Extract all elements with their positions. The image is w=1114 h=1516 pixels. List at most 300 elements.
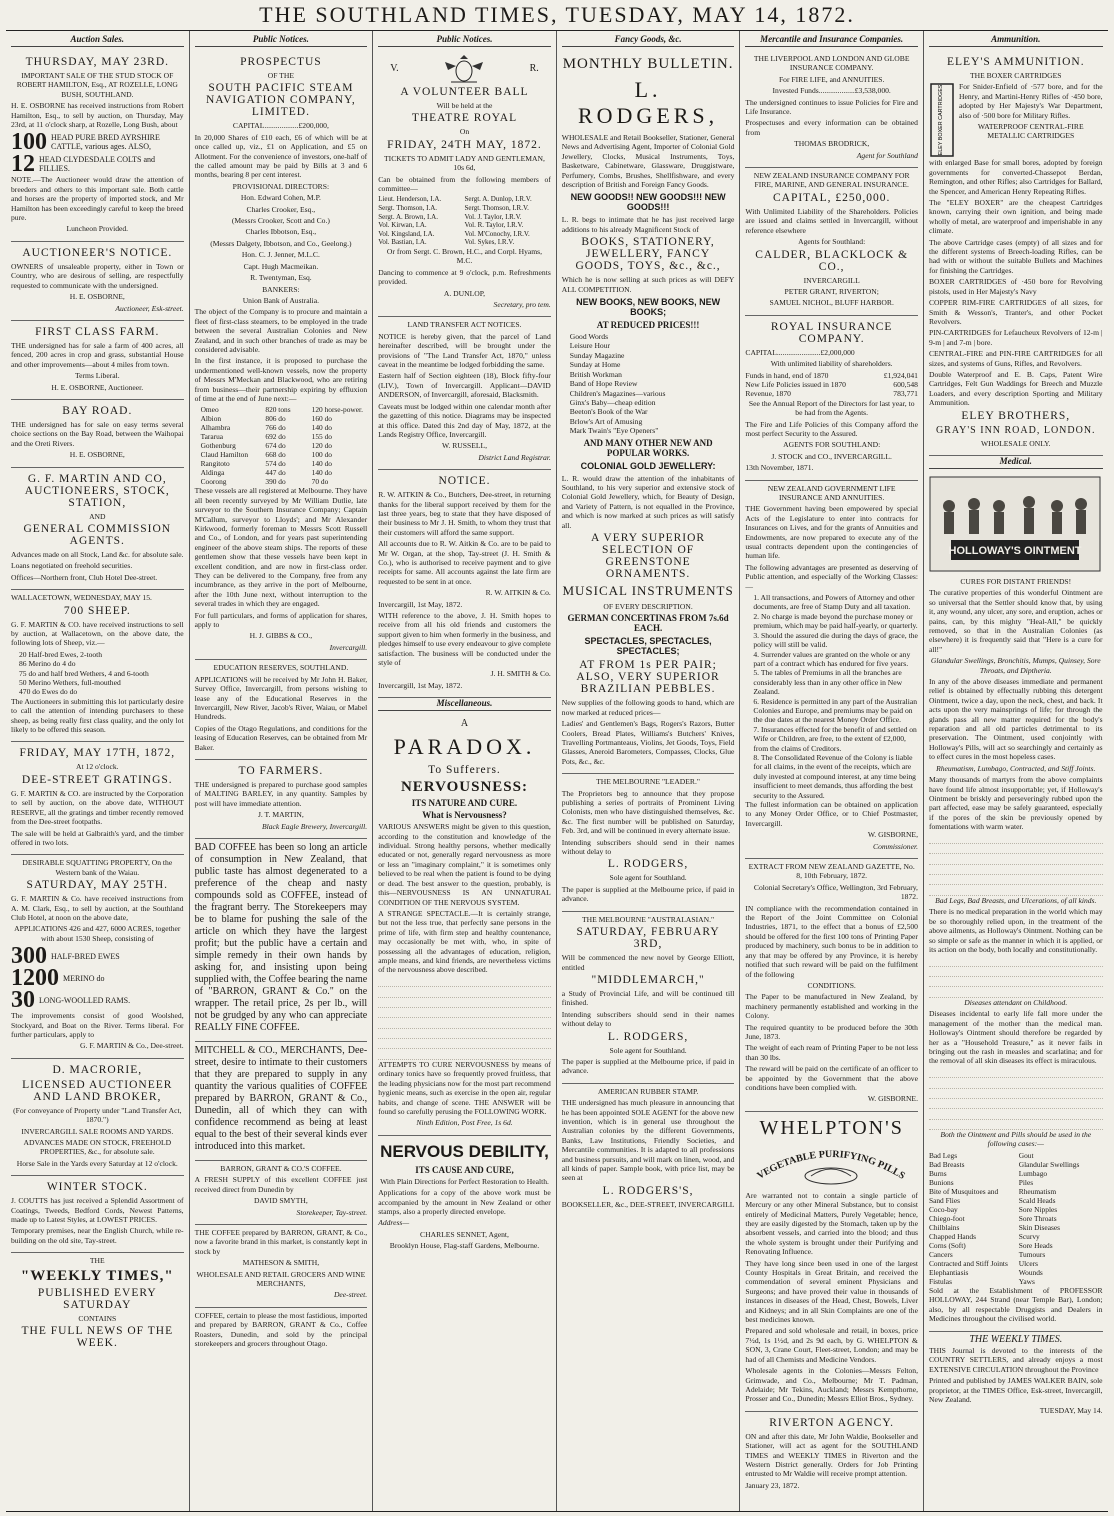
ad-body: The Proprietors beg to announce that they propose publishing a series of portraits of Prominent Living Colonists, men who have distinguished themselves, &c. &c. The first number will be published on Saturday, Feb. 3rd, and will be continued in every alternate issue. bbox=[561, 788, 735, 836]
section-head-public-notices-2: Public Notices. bbox=[378, 34, 551, 47]
ad-body-5: BOXER CARTRIDGES of ·450 bore for Revolving pistols, used in Her Majesty's Navy bbox=[928, 277, 1103, 296]
ad-bad-coffee bbox=[195, 839, 368, 1042]
ad-colonial-gold-body: L. R. would draw the attention of the inhabitants of Southland, to his very superior and extensive stock of Colonial Gold Jewellery, which, for Beauty of Design, and Variety of Pattern, is not equalled in the Province, and which is now marked at such prices as will satisfy all. bbox=[561, 473, 735, 530]
ad-tickets: TICKETS TO ADMIT LADY AND GENTLEMAN, 10s 6d, bbox=[384, 153, 545, 173]
fleet-cell: 120 do bbox=[311, 441, 332, 451]
holloway-illustration-icon bbox=[929, 476, 1101, 572]
ad-body: The undersigned continues to issue Policies for Fire and Life Insurance. bbox=[745, 97, 918, 117]
ad-body: A FRESH SUPPLY of this excellent COFFEE just received direct from Dunedin by bbox=[194, 1175, 368, 1194]
fleet-row bbox=[195, 432, 368, 441]
ad-capital: CAPITAL, £250,000. bbox=[772, 191, 891, 204]
lot-desc: HEAD CLYDESDALE COLTS and FILLIES. bbox=[39, 155, 156, 174]
ad-body-3: The "ELEY BOXER" are the cheapest Cartridges known, carrying their own ignition, and being made wholly of metal, are waterproof and imperishable in any climate. bbox=[928, 198, 1103, 236]
ad-heading-3: Bad Legs, Bad Breasts, and Ulcerations, of all kinds. bbox=[935, 895, 1097, 905]
book-item: Sunday at Home bbox=[569, 360, 621, 370]
ad-title: NEW ZEALAND GOVERNMENT LIFE INSURANCE AND ANNUITIES. bbox=[767, 483, 896, 502]
ad-title: THE LIVERPOOL AND LONDON AND GLOBE INSURANCE COMPANY. bbox=[753, 54, 910, 73]
ad-royal-insurance bbox=[745, 316, 918, 481]
ad-body: WHOLESALE and Retail Bookseller, Stationer, General News and Advertising Agent, Importer of Colonial Gold Jewellery, Clocks, Musical Instruments, Toys, Basketware, Cabinetware, Glassware, Druggistware, Perfumery, Combs, Brushes, Shellfishware, and every description of British and Foreign Fancy Goods. bbox=[561, 133, 735, 190]
committee-member: Lieut. Henderson, I.A. bbox=[378, 195, 442, 204]
fleet-cell: 160 do bbox=[311, 414, 332, 424]
ad-body-4: The weight of each ream of Printing Paper to be not less than 30 lbs. bbox=[745, 1043, 918, 1062]
director: Hon. Edward Cohen, M.P. bbox=[240, 193, 321, 203]
fleet-cell: 120 horse-power. bbox=[311, 405, 363, 415]
ad-venue: THEATRE ROYAL bbox=[411, 112, 518, 125]
committee-row bbox=[378, 195, 551, 204]
ad-body: R. W. AITKIN & Co., Butchers, Dee-street, in returning thanks for the liberal support received by them for the last three years, beg to state that they have disposed of their business to Mr J. H. Smith, to whom they trust that their customers will afford the same support. bbox=[378, 490, 551, 537]
ad-macrorie bbox=[11, 1059, 184, 1176]
ad-company: SOUTH PACIFIC STEAM NAVIGATION COMPANY, LIMITED. bbox=[205, 82, 356, 119]
ad-of: OF THE bbox=[267, 71, 294, 80]
fleet-cell: 806 do bbox=[265, 414, 286, 424]
fleet-cell: 674 do bbox=[265, 441, 286, 451]
section-head-public-notices: Public Notices. bbox=[195, 34, 368, 47]
ad-capital: CAPITAL..................£200,000, bbox=[232, 121, 329, 131]
ad-body: THE undersigned has much pleasure in announcing that he has been appointed SOLE AGENT for the above new invention, which is in general use throughout the Australian colonies by the different Governments, Banks, Law Institutions, Friendly Societies, and Mercantile communities. It is adapted to all professions and business pursuits, and will mark on linen, wood, and all kinds of paper. Sample book, with price list, may be seen at bbox=[561, 1098, 735, 1183]
ad-waterproof: WATERPROOF CENTRAL-FIRE METALLIC CARTRIDGES bbox=[977, 122, 1084, 141]
director: Hon. C. J. Jenner, M.L.C. bbox=[241, 250, 320, 260]
fleet-cell: 820 tons bbox=[265, 405, 291, 415]
ad-new-goods-body-2: Which he is now selling at such prices as will DEFY ALL COMPETITION. bbox=[561, 275, 735, 294]
ad-signature-sub: Invercargill. bbox=[329, 642, 368, 652]
ad-body: MITCHELL & CO., MERCHANTS, Dee-street, desire to intimate to their customers that they are prepared to supply in any quantity the various qualities of COFFEE prepared by BARRON, GRANT & Co., Dunedin, all of which they can with confidence recommend as being at least equal to the best of their several kinds ever introduced into this market. bbox=[194, 1044, 368, 1152]
section-head-insurance: Mercantile and Insurance Companies. bbox=[745, 34, 918, 47]
ad-body-2: Copies of the Otago Regulations, and conditions for the leasing of Education Reserves, can be obtained from Mr Baker. bbox=[194, 723, 368, 752]
fleet-cell: Rangitoto bbox=[200, 459, 230, 469]
ad-title: WHELPTON'S bbox=[759, 1116, 904, 1139]
advantage-item: 1. All transactions, and Powers of Attorney and other documents, are free of Stamp Duty and all taxation. bbox=[753, 593, 915, 612]
committee-row bbox=[378, 213, 551, 222]
advantage-item: 3. Should the assured die during the days of grace, the policy will still be valid. bbox=[753, 630, 918, 650]
ad-heading-2: Rheumatism, Lumbago, Contracted, and Stiff Joints. bbox=[936, 763, 1096, 773]
ad-spectacles: SPECTACLES, SPECTACLES, SPECTACLES; bbox=[584, 636, 712, 657]
ad-body-6: COPPER RIM-FIRE CARTRIDGES of all sizes, for Smith & Wesson's, Tranter's, and other Pocket Revolvers. bbox=[928, 298, 1103, 326]
ad-title: "WEEKLY TIMES," bbox=[20, 1267, 174, 1284]
fleet-cell: 390 do bbox=[265, 477, 286, 487]
book-item: Children's Magazines—various bbox=[569, 388, 666, 398]
ad-supplies-list: Ladies' and Gentlemen's Bags, Rogers's Razors, Butter Coolers, Bread Plates, Williams's Butchers' Knives, Travelling Portmanteaus, Violins, Jet Goods, Toys, Field Glasses, Aneroid Barometers, Compasses, Clocks, Glue Pots, &c., &c. bbox=[561, 719, 735, 766]
ad-body-2: The Paper to be manufactured in New Zealand, by machinery permanently established and working in the Colony. bbox=[745, 992, 918, 1021]
ad-melbourne-australasian bbox=[562, 912, 735, 1084]
ad-body-2: A STRANGE SPECTACLE.—It is certainly strange, but not the less true, that perfectly sane persons in the prime of life, with firm step and healthy countenance, may occasionally be met with, who, in spite of possessing all the advantages of education, religion, ample means, and kind friends, are nevertheless victims of the nervousness above described. bbox=[378, 908, 551, 975]
ad-signature-4: SAMUEL NICHOL, BLUFF HARBOR. bbox=[769, 298, 894, 308]
ad-date: TUESDAY, May 14. bbox=[1039, 1406, 1103, 1416]
ad-bulletin: MONTHLY BULLETIN. bbox=[562, 56, 734, 72]
section-head-medical: Medical. bbox=[929, 456, 1103, 469]
ad-heading-1: Glandular Swellings, Bronchitis, Mumps, Quinsey, Sore Throats, and Diptheria. bbox=[930, 656, 1101, 675]
committee-member: Vol. Sykes, I.R.V. bbox=[464, 238, 515, 247]
ad-capital: CAPITAL.......................£2,000,000 bbox=[745, 347, 855, 357]
ad-title: NEW ZEALAND INSURANCE COMPANY FOR FIRE, MARINE, AND GENERAL INSURANCE. bbox=[753, 171, 910, 190]
committee-member: Sergt. Thomson, I.R.V. bbox=[464, 204, 529, 213]
ad-title: PROSPECTUS bbox=[240, 56, 322, 68]
list-item: 75 do and half bred Wethers, 4 and 6-tooth bbox=[19, 668, 149, 678]
ad-signature-sub: District Land Registrar. bbox=[478, 452, 551, 462]
case-item: Bite of Musquitoes and Sand Flies bbox=[928, 1186, 999, 1205]
ad-body-3: Prepared and sold wholesale and retail, in boxes, price 7½d, 1s 1½d, and 2s 9d each, by G. WHELPTON & SON, 3, Crane Court, Fleet-street, London; and may be had of all Chemists and Medicine Vendors. bbox=[745, 1326, 918, 1364]
committee-row bbox=[378, 238, 551, 247]
ad-signature: H. J. GIBBS & CO., bbox=[249, 631, 313, 641]
ad-body-9: Double Waterproof and E. B. Caps, Patent Wire Cartridges, Felt Gun Waddings for Breech and Muzzle Loaders, and every description Sporting and Military Ammunition. bbox=[928, 369, 1103, 408]
ad-time: At 12 o'clock. bbox=[76, 762, 119, 772]
ad-signature: L. RODGERS'S, bbox=[602, 1184, 694, 1197]
royal-crest-icon bbox=[441, 54, 487, 84]
fleet-row bbox=[195, 459, 368, 468]
ad-signature: H. E. OSBORNE, bbox=[69, 292, 125, 302]
ad-musical: MUSICAL INSTRUMENTS bbox=[562, 582, 734, 598]
ad-signature-3: Dee-street. bbox=[333, 1290, 368, 1300]
committee-member: Sergt. A. Brown, I.A. bbox=[378, 212, 438, 221]
ad-whelptons bbox=[745, 1112, 918, 1412]
ad-signature: W. GISBORNE. bbox=[867, 1094, 918, 1104]
committee-member: Vol. J. Taylor, I.R.V. bbox=[464, 212, 522, 221]
lot-row bbox=[11, 129, 184, 156]
ad-question: What is Nervousness? bbox=[422, 810, 507, 821]
cases-grid bbox=[929, 1151, 1103, 1286]
ad-paradox bbox=[378, 715, 551, 1135]
ad-dancing: Dancing to commence at 9 o'clock, p.m. Refreshments provided. bbox=[378, 267, 551, 287]
ad-heading-5: Both the Ointment and Pills should be used in the following cases:— bbox=[940, 1130, 1092, 1149]
ad-date: SATURDAY, FEBRUARY 3RD, bbox=[576, 926, 720, 951]
ad-body-3: The fullest information can be obtained on application to any Money Order Office, or to Chief Postmaster, Invercargill. bbox=[745, 800, 918, 828]
ad-body: See the Annual Report of the Directors for last year, to be had from the Agents. bbox=[748, 398, 915, 418]
ad-date: FRIDAY, MAY 17TH, 1872, bbox=[19, 747, 176, 760]
section-head-miscellaneous: Miscellaneous. bbox=[378, 698, 551, 711]
ad-obtained: Can be obtained from the following members of committee— bbox=[378, 174, 551, 194]
ad-body-2: Printed and published by JAMES WALKER BAIN, sole proprietor, at the TIMES Office, Esk-street, Invercargill, New Zealand. bbox=[928, 1376, 1103, 1404]
ad-signature-2: WHOLESALE AND RETAIL GROCERS AND WINE MERCHANTS, bbox=[196, 1269, 366, 1289]
ad-signature: G. F. MARTIN & Co., Dee-street. bbox=[80, 1041, 184, 1051]
column-3 bbox=[373, 31, 557, 1511]
ad-body: ON and after this date, Mr John Waldie, Bookseller and Stationer, will act as agent for the SOUTHLAND TIMES and WEEKLY TIMES in Riverton and the Western District generally. Orders for Job Printing entrusted to Mr Waldie will receive prompt attention. bbox=[745, 1431, 918, 1479]
ad-new-goods: NEW GOODS!! NEW GOODS!!! NEW GOODS!!! bbox=[570, 192, 726, 213]
ad-date: January 23, 1872. bbox=[745, 1480, 800, 1490]
ad-land-transfer bbox=[378, 317, 551, 470]
ad-body: J. COUTTS has just received a Splendid Assortment of Coatings, Tweeds, Bedford Cords, Newest Patterns, made up to Latest Styles, at LOWEST PRICES. bbox=[11, 1196, 184, 1225]
case-item: Sore Throats bbox=[1018, 1213, 1057, 1223]
ad-weekly-times bbox=[11, 1253, 184, 1357]
text-filler-lines bbox=[929, 834, 1103, 896]
fleet-cell: Omeo bbox=[200, 405, 219, 415]
book-item: Beeton's Book of the War bbox=[569, 407, 648, 417]
list-item: 86 Merino do 4 do bbox=[19, 659, 76, 669]
ad-and-many: AND MANY OTHER NEW AND POPULAR WORKS. bbox=[583, 437, 713, 458]
list-item: 50 Merino Wethers, full-mouthed bbox=[19, 678, 121, 688]
ad-body-2: Intending subscribers should send in their names without delay to bbox=[561, 837, 735, 857]
ad-body-4: The paper is supplied at the Melbourne price, if paid in advance. bbox=[561, 1056, 735, 1076]
ad-body: NOTICE is hereby given, that the parcel of Land hereinafter described, will be brought under the provisions of "The Land Transfer Act, 1870," unless caveat in the meantime be lodged forbidding the same. bbox=[378, 331, 551, 370]
ad-title: THE MELBOURNE "AUSTRALASIAN." bbox=[582, 914, 715, 924]
ad-body: G. F. MARTIN & CO. have received instructions to sell by auction, at Wallacetown, on the above date, the following lots of Sheep, viz.— bbox=[11, 619, 184, 648]
section-head-auction-sales: Auction Sales. bbox=[11, 34, 184, 47]
crest-letter-right: R. bbox=[529, 63, 539, 74]
fleet-cell: Gothenburg bbox=[200, 441, 236, 451]
ad-gf-martin bbox=[11, 468, 184, 591]
fleet-row bbox=[195, 477, 368, 486]
ad-title: ELEY'S AMMUNITION. bbox=[946, 56, 1085, 68]
ad-body: H. E. OSBORNE has received instructions from Robert Hamilton, Esq., to sell by auction, on Thursday, May 23rd, at 11 o'clock sharp, at Rozelle, Long Bush, about bbox=[11, 101, 184, 130]
ad-rooms: INVERCARGILL SALE ROOMS AND YARDS. bbox=[21, 1126, 174, 1136]
ad-govt-life bbox=[745, 481, 918, 859]
ad-body: VARIOUS ANSWERS might be given to this question, according to the constitution and knowledge of the individual. Strong healthy persons, whether medically educated or not, generally regard nervousness as more or less an "imaginary complaint," it is sometimes only believed to be real when the patient is found to be dying or dead. The best answer to the question, probably, is this—NERVOUSNESS IS AN UNNATURAL CONDITION OF THE NERVOUS SYSTEM. bbox=[378, 822, 551, 907]
crest-letter-left: V. bbox=[390, 63, 399, 74]
ad-colonial-gold: COLONIAL GOLD JEWELLERY: bbox=[580, 460, 716, 471]
ad-body: Applications for a copy of the above work must be accompanied by the amount in New Zealand or other stamps, also a properly directed envelope. bbox=[378, 1188, 551, 1216]
ad-cures: CURES FOR DISTANT FRIENDS! bbox=[960, 576, 1072, 586]
committee-member: Vol. Bastian, I.A. bbox=[378, 238, 427, 247]
ad-mitchell bbox=[195, 1042, 368, 1161]
ad-signature: MATHESON & SMITH, bbox=[242, 1258, 320, 1268]
lot-desc: HEAD PURE BRED AYRSHIRE CATTLE, various ages. ALSO, bbox=[51, 133, 160, 152]
ad-new-goods-body: L. R. begs to intimate that he has just received large additions to his already Magnificent Stock of bbox=[561, 215, 735, 234]
ad-agents: Agents for Southland: bbox=[798, 237, 866, 247]
ad-body: THE undersigned has for sale a farm of 400 acres, all fenced, 200 acres in crop and grass, substantial House and other improvements—about 4 miles from town. bbox=[11, 340, 184, 369]
ad-signature: ELEY BROTHERS, bbox=[961, 409, 1071, 422]
lot-row bbox=[11, 965, 184, 992]
ad-title: DESIRABLE SQUATTING PROPERTY, On the Western bank of the Waiau. bbox=[22, 858, 173, 877]
ad-musical-sub: OF EVERY DESCRIPTION. bbox=[603, 601, 693, 611]
case-item: Cancers bbox=[928, 1249, 953, 1259]
ad-body: Advances made on all Stock, Land &c. for absolute sale. bbox=[11, 549, 184, 559]
ad-note: The sale will be held at Galbraith's yard, and the timber offered in two lots. bbox=[11, 828, 184, 847]
ad-first-class-farm bbox=[11, 321, 184, 400]
ad-body-5: The reward will be paid on the certificate of an officer to be appointed by the Government that the above conditions have been complied with. bbox=[745, 1064, 918, 1092]
ad-date: FRIDAY, 24TH MAY, 1872. bbox=[387, 138, 542, 151]
fleet-cell: 140 do bbox=[311, 468, 332, 478]
ad-melbourne-leader bbox=[562, 774, 735, 911]
ad-body-2: In any of the above diseases immediate and permanent relief is obtained by effectually rubbing this detergent Ointment, twice a day, upon the neck, chest, and back. It acts upon the very mainsprings of life; for through the glands pass all new matter required for the body's reparation and all old particles detrimental to its preservation. The Ointment, used conjointly with Holloway's Pills, will act so searchingly and certainly as to effect cures in the most hopeless cases. bbox=[928, 677, 1103, 762]
ad-held: Will be held at the bbox=[436, 101, 493, 110]
ad-gazette-extract bbox=[745, 859, 918, 1112]
case-item: Chapped Hands bbox=[928, 1231, 976, 1241]
lot-number: 100 bbox=[11, 129, 47, 156]
cases-right bbox=[1019, 1151, 1103, 1286]
book-item: Mark Twain's "Eye Openers" bbox=[569, 426, 659, 436]
column-1 bbox=[6, 31, 190, 1511]
ad-body: G. F. MARTIN & Co. have received instructions from A. M. Clark, Esq., to sell by auction, at the Southland Club Hotel, at noon on the above date, bbox=[11, 894, 184, 922]
ad-signature: A. DUNLOP, bbox=[443, 288, 486, 298]
advantage-item: 5. The tables of Premiums in all the branches are considerably less than in any other office in New Zealand. bbox=[753, 668, 903, 697]
ad-note: The improvements consist of good Woolshed, Stockyard, and Boat on the River. Terms liberal. For further particulars, apply to bbox=[11, 1011, 184, 1039]
ad-holloways bbox=[929, 473, 1103, 1332]
ad-terms: Terms Liberal. bbox=[75, 371, 120, 381]
stat-label: New Life Policies issued in 1870 bbox=[745, 379, 846, 389]
ad-date-2: Invercargill, 1st May, 1872. bbox=[378, 680, 463, 690]
fleet-cell: 140 do bbox=[311, 423, 332, 433]
fleet-cell: 100 do bbox=[311, 450, 332, 460]
ad-body-4: The above Cartridge cases (empty) of all sizes and for the different systems of Breech-loading Rifles, can be had with or without the suitable Bullets and Machines for finishing the Cartridges. bbox=[928, 237, 1103, 275]
ad-sold: Sold at the Establishment of PROFESSOR HOLLOWAY, 244 Strand (near Temple Bar), London; also, by all respectable Druggists and Dealers in Medicines throughout the civilised world. bbox=[928, 1285, 1103, 1324]
ad-signature-sub: Auctioneer, Esk-street. bbox=[115, 303, 184, 313]
ad-body: COFFEE, certain to please the most fastidious, imported and prepared by BARRON, GRANT & Co., Coffee Roasters, Dunedin, and sold by the principal storekeepers and grocers throughout Otago. bbox=[194, 1310, 368, 1349]
fleet-cell: 692 do bbox=[265, 432, 286, 442]
director: (Messrs Crooker, Scott and Co.) bbox=[231, 216, 330, 226]
list-item: 20 Half-bred Ewes, 2-tooth bbox=[19, 649, 103, 659]
ad-signature-sub: Black Eagle Brewery, Invercargill. bbox=[261, 821, 368, 831]
ad-directors-head: PROVISIONAL DIRECTORS: bbox=[232, 181, 330, 191]
column-6 bbox=[924, 31, 1108, 1511]
whelpton-emblem-icon bbox=[745, 1142, 917, 1186]
fleet-row bbox=[195, 468, 368, 477]
case-item: Fistulas bbox=[928, 1276, 952, 1286]
list-item: 470 do Ewes do do bbox=[19, 687, 78, 697]
ad-title: 700 SHEEP. bbox=[63, 604, 131, 617]
ad-body: BAD COFFEE has been so long an article of consumption in New Zealand, that public taste has almost degenerated to a preference of the cheap and nasty compounds sold as COFFEE, instead of the fragrant berry. The Storekeepers may be to blame for pushing the sale of the article on which they have the largest profit; but the public have a certain and simple remedy in their own hands by asking for, and insisting upon being supplied with, the Coffee bearing the name of "BARRON, GRANT & Co." on the wrapper. The retail price, 2s per lb., will not be grudged by any who can appreciate REALLY FINE COFFEE. bbox=[194, 841, 368, 1033]
lot-number: 12 bbox=[11, 151, 35, 178]
lot-desc: HALF-BRED EWES bbox=[51, 951, 120, 961]
ad-body: THE COFFEE prepared by BARRON, GRANT, & Co., now a favorite brand in this market, is constantly kept in stock by bbox=[194, 1228, 368, 1256]
ad-body-2: The following advantages are presented as deserving of Public attention, and especially of the Working Classes:— bbox=[745, 562, 918, 591]
ad-body-3: Many thousands of martyrs from the above complaints have found life almost insupportable; yet, if Holloway's Ointment be briskly and perseveringly rubbed upon the part affected, ease may be safely guaranteed, especially if the pores of the skin be previously opened by fomentations with warm water. bbox=[928, 775, 1103, 832]
ad-nervous-debility bbox=[378, 1136, 551, 1258]
ad-office: Offices—Northern front, Club Hotel Dee-street. bbox=[11, 572, 158, 582]
director: Charles Ibbotson, Esq., bbox=[245, 227, 317, 237]
ad-signature: THOMAS BRODRICK, bbox=[794, 139, 870, 149]
case-item: Lumbago bbox=[1018, 1168, 1048, 1178]
ad-signature: H. E. OSBORNE, bbox=[69, 450, 125, 460]
ad-date: WALLACETOWN, WEDNESDAY, MAY 15. bbox=[11, 593, 152, 603]
ad-body-3: The paper is supplied at the Melbourne price, if paid in advance. bbox=[561, 884, 735, 904]
book-item: Sunday Magazine bbox=[569, 350, 625, 360]
royal-crest-row bbox=[378, 54, 551, 84]
advantage-item: 7. Insurances effected for the benefit of and settled on Wife or Children, are free, to the extent of £2,000, from the claims of Creditors. bbox=[753, 724, 917, 753]
ad-title: AMERICAN RUBBER STAMP. bbox=[597, 1086, 699, 1096]
ad-bankers: Union Bank of Australia. bbox=[242, 295, 320, 305]
ad-weekly-times-2 bbox=[929, 1332, 1103, 1423]
ad-body-8: CENTRAL-FIRE and PIN-FIRE CARTRIDGES for all sizes, and systems of Guns, Rifles, and Revolvers. bbox=[928, 349, 1103, 368]
ad-signature-3: WHOLESALE ONLY. bbox=[980, 438, 1051, 448]
ad-survey: These vessels are all registered at Melbourne. They have all been recently surveyed by Mr William Dutlie, late surveyor to the Southern Insurance Company; Captain M'Callum, surveyor to Lloyds'; and Mr Alexander Kirkwood, formerly foreman to Messrs Scott Russell and Co., of London, and for years past superintending engineer of the above steam ships. The reports of these gentlemen show that these vessels have been kept in excellent condition, and are now in first-class order. They can be delivered to the Company, free from any incumbrance, as they arrive in the port of Melbourne, after the 10th June next, without interruption to the several trades in which they are engaged. bbox=[194, 486, 368, 609]
ad-title: IMPORTANT SALE OF THE STUD STOCK OF ROBERT HAMILTON, Esq., AT ROZELLE, LONG BUSH, SOUTHLAND. bbox=[16, 71, 178, 99]
ad-loans: Loans negotiated on freehold securities. bbox=[11, 561, 133, 571]
illustration-banner-text: HOLLOWAY'S OINTMENT bbox=[948, 544, 1082, 557]
stat-row bbox=[745, 380, 918, 389]
ad-signature-sub: Secretary, pro tem. bbox=[493, 300, 551, 310]
committee-member: Vol. M'Conochy, I.R.V. bbox=[464, 229, 530, 238]
committee-row bbox=[378, 204, 551, 213]
ad-with: With Plain Directions for Perfect Restoration to Health. bbox=[380, 1176, 549, 1186]
cartridge-box-icon bbox=[929, 82, 955, 158]
ad-700-sheep bbox=[11, 590, 184, 742]
ad-body: IN compliance with the recommendation contained in the Report of the Joint Committee on Colonial Industries, 1871, to the effect that a bonus of £2,500 should be offered for the first 100 tons of Printing Paper produced by machinery, such bonus to be in addition to any that may be offered by any Province, it is hereby notified that such reward will be paid on the fulfilment of the following bbox=[745, 903, 918, 979]
ad-office: Colonial Secretary's Office, Wellington, 3rd February, 1872. bbox=[753, 882, 918, 902]
ad-signature: CHARLES SENNET, Agent, bbox=[420, 1229, 509, 1239]
ad-title: DEE-STREET GRATINGS. bbox=[21, 773, 173, 786]
case-item: Elephantiasis bbox=[928, 1267, 969, 1277]
ad-signature-3: PETER GRANT, RIVERTON; bbox=[784, 286, 879, 296]
ad-signature-sub: BOOKSELLER, &c., DEE-STREET, INVERCARGILL bbox=[561, 1199, 735, 1209]
ad-forms: For full particulars, and forms of application for shares, apply to bbox=[194, 610, 368, 630]
ad-new-books: NEW BOOKS, NEW BOOKS, NEW BOOKS; bbox=[576, 297, 721, 318]
ad-on: On bbox=[459, 127, 470, 137]
fleet-row bbox=[195, 423, 368, 432]
ad-title: PARADOX. bbox=[393, 734, 536, 760]
ad-body-3: Caveats must be lodged within one calendar month after the gazetting of this notice. Diagrams may be inspected at this office. Dated this 2nd day of May, 1872, at the Lands Registry Office, Invercargill. bbox=[378, 401, 551, 439]
case-item: Coco-bay bbox=[928, 1204, 958, 1214]
ad-liverpool-london bbox=[745, 51, 918, 168]
ad-dee-street-gratings bbox=[11, 742, 184, 855]
ad-agents: AGENTS FOR SOUTHLAND: bbox=[783, 440, 881, 450]
ad-to-farmers bbox=[195, 760, 368, 839]
ad-body: For Snider-Enfield of ·577 bore, and for the Henry, and Martini-Henry Rifles of ·450 bore, adopted by Her Majesty's War Department, also of ·500 bore for Military Rifles. bbox=[958, 82, 1103, 120]
ad-sub: ITS CAUSE AND CURE, bbox=[415, 1164, 514, 1175]
cases-left bbox=[929, 1151, 1013, 1286]
fleet-row bbox=[195, 405, 368, 414]
ad-note: The Auctioneers in submitting this lot particularly desire to call the attention of intending purchasers to these sheep, as being really first class quality, and the only lot likely to be offered this season. bbox=[11, 696, 184, 735]
ad-published: PUBLISHED EVERY SATURDAY bbox=[37, 1286, 157, 1311]
ad-body: Are warranted not to contain a single particle of Mercury or any other Mineral Substance, but to consist entirely of Medicinal Matters, Purely Vegetable; hence, they are easily digested by the Stomach, taken up by the absorbent vessels, and carried into the blood; and thus the whole system is brought under their Purifying and Renovating Influence. bbox=[745, 1190, 918, 1257]
committee-member: Vol. R. Taylor, I.R.V. bbox=[464, 221, 524, 230]
ad-title: D. MACRORIE, bbox=[52, 1063, 143, 1076]
ad-the: THE bbox=[89, 1256, 105, 1266]
ad-title-2: GENERAL COMMISSION AGENTS. bbox=[23, 522, 172, 547]
ad-body-2: a Study of Provincial Life, and will be continued till finished. bbox=[561, 988, 735, 1008]
ad-title: L. RODGERS, bbox=[577, 77, 719, 128]
ad-date: THURSDAY, MAY 23RD. bbox=[25, 56, 169, 68]
case-item: Burns bbox=[928, 1168, 947, 1178]
ad-signature-sub: Storekeeper, Tay-street. bbox=[296, 1207, 368, 1217]
lot-desc: LONG-WOOLLED RAMS. bbox=[39, 995, 131, 1005]
advantage-item: 8. The Consolidated Revenue of the Colony is liable for all claims, in the event of the receipts, which are duly invested at compound interest, at any time being insufficient to meet demands, thus affording the best security to the Assured. bbox=[753, 752, 916, 800]
ad-object: The object of the Company is to procure and maintain a fleet of first-class steamers, to be employed in the trade between the several Australian Colonies and New Zealand, and in such other branches of trade as may be considered advisable. bbox=[194, 307, 368, 354]
ad-supplies: New supplies of the following goods to hand, which are now marked at reduced prices— bbox=[561, 698, 735, 717]
ad-body: THE Government having been empowered by special Acts of the Legislature to enter into contracts for Insurances on Lives, and for the grants of Annuities and Endowments, are now prepared to execute any of the usual contracts dependent upon the contingencies of human life. bbox=[745, 504, 918, 561]
stat-value: 600,548 bbox=[893, 379, 918, 389]
ad-winter-stock bbox=[11, 1176, 184, 1253]
ad-volunteer-ball bbox=[378, 51, 551, 317]
case-item: Contracted and Stiff Joints bbox=[928, 1258, 1008, 1268]
fleet-row bbox=[195, 414, 368, 423]
masthead-title: THE SOUTHLAND TIMES, TUESDAY, MAY 14, 1872. bbox=[6, 0, 1108, 31]
fleet-cell: 447 do bbox=[265, 468, 286, 478]
book-item: Brlow's Art of Amusing bbox=[569, 416, 643, 426]
ad-signature: J. STOCK and CO., INVERCARGILL. bbox=[771, 451, 892, 461]
ad-body: THE undersigned has for sale on easy terms several choice sections on the Bay Road, between the Waihopai and the Oreti Rivers. bbox=[11, 419, 184, 448]
ad-signature-2: INVERCARGILL bbox=[803, 275, 860, 285]
case-item: Sore Heads bbox=[1018, 1240, 1053, 1250]
ad-body-2: with enlarged Base for small bores, adopted by foreign governments for converted-Chassepot Berdan, Remington, and other Rifles; also Cartridges for Ballard, the Spencer, and American Henry Repeating Rifles. bbox=[928, 158, 1103, 196]
ad-body-2: Eastern half of Section eighteen (18), Block fifty-four (LIV.), Town of Invercargill. Applicant—DAVID ANDERSON, of Invercargill, aforesaid, Blacksmith. bbox=[378, 371, 551, 400]
ad-signature: L. RODGERS, bbox=[607, 858, 689, 871]
ad-title: FIRST CLASS FARM. bbox=[35, 325, 160, 338]
ad-greenstone: A VERY SUPERIOR SELECTION OF GREENSTONE ORNAMENTS. bbox=[591, 531, 706, 580]
ad-squatting-property bbox=[11, 855, 184, 1058]
case-item: Skin Diseases bbox=[1018, 1222, 1061, 1232]
ad-date: Invercargill, 1st May, 1872. bbox=[378, 599, 463, 609]
ad-title: NERVOUS DEBILITY, bbox=[380, 1141, 549, 1161]
ad-signature-sub: Sole agent for Southland. bbox=[609, 1045, 687, 1055]
book-item: Good Words bbox=[569, 332, 609, 342]
ad-body-4: Wholesale agents in the Colonies—Messrs Felton, Grimwade, and Co., Melbourne; Mr T. Padman, Adelaide; Mr Tekins, Auckland; Messrs Kempthorne, Prosser and Co., Dunedin; Messrs Elliot Bros., Sydney. bbox=[745, 1366, 918, 1404]
ad-unlimited: With unlimited liability of shareholders. bbox=[770, 359, 893, 369]
ad-reduced: AT REDUCED PRICES!!! bbox=[596, 320, 700, 331]
ad-prospectus bbox=[195, 51, 368, 660]
stat-row bbox=[745, 371, 918, 380]
ad-nz-insurance bbox=[745, 168, 918, 316]
ad-body: The curative properties of this wonderful Ointment are so universal that the Settler should know that, by using it, any wound, any ulcer, any sore, and eruption, aches or pains, can, by this mighty "Heal-All," be quickly removed, so that in the Australian Colonies (as elsewhere) it is frequently said that "Here is a cure for all!" bbox=[928, 588, 1103, 654]
ad-conditions: CONDITIONS. bbox=[807, 980, 856, 990]
book-item: Leisure Hour bbox=[569, 341, 611, 351]
ad-auctioneer-notice bbox=[11, 242, 184, 321]
column-4 bbox=[557, 31, 741, 1511]
stat-value: 783,771 bbox=[893, 389, 918, 399]
ad-coffee-certain bbox=[195, 1308, 368, 1356]
ad-title: EDUCATION RESERVES, SOUTHLAND. bbox=[213, 663, 349, 673]
stat-value: £1,924,041 bbox=[883, 370, 918, 380]
case-item: Yaws bbox=[1018, 1276, 1035, 1286]
case-item: Sore Nipples bbox=[1018, 1204, 1058, 1214]
case-item: Chilblains bbox=[928, 1222, 960, 1232]
